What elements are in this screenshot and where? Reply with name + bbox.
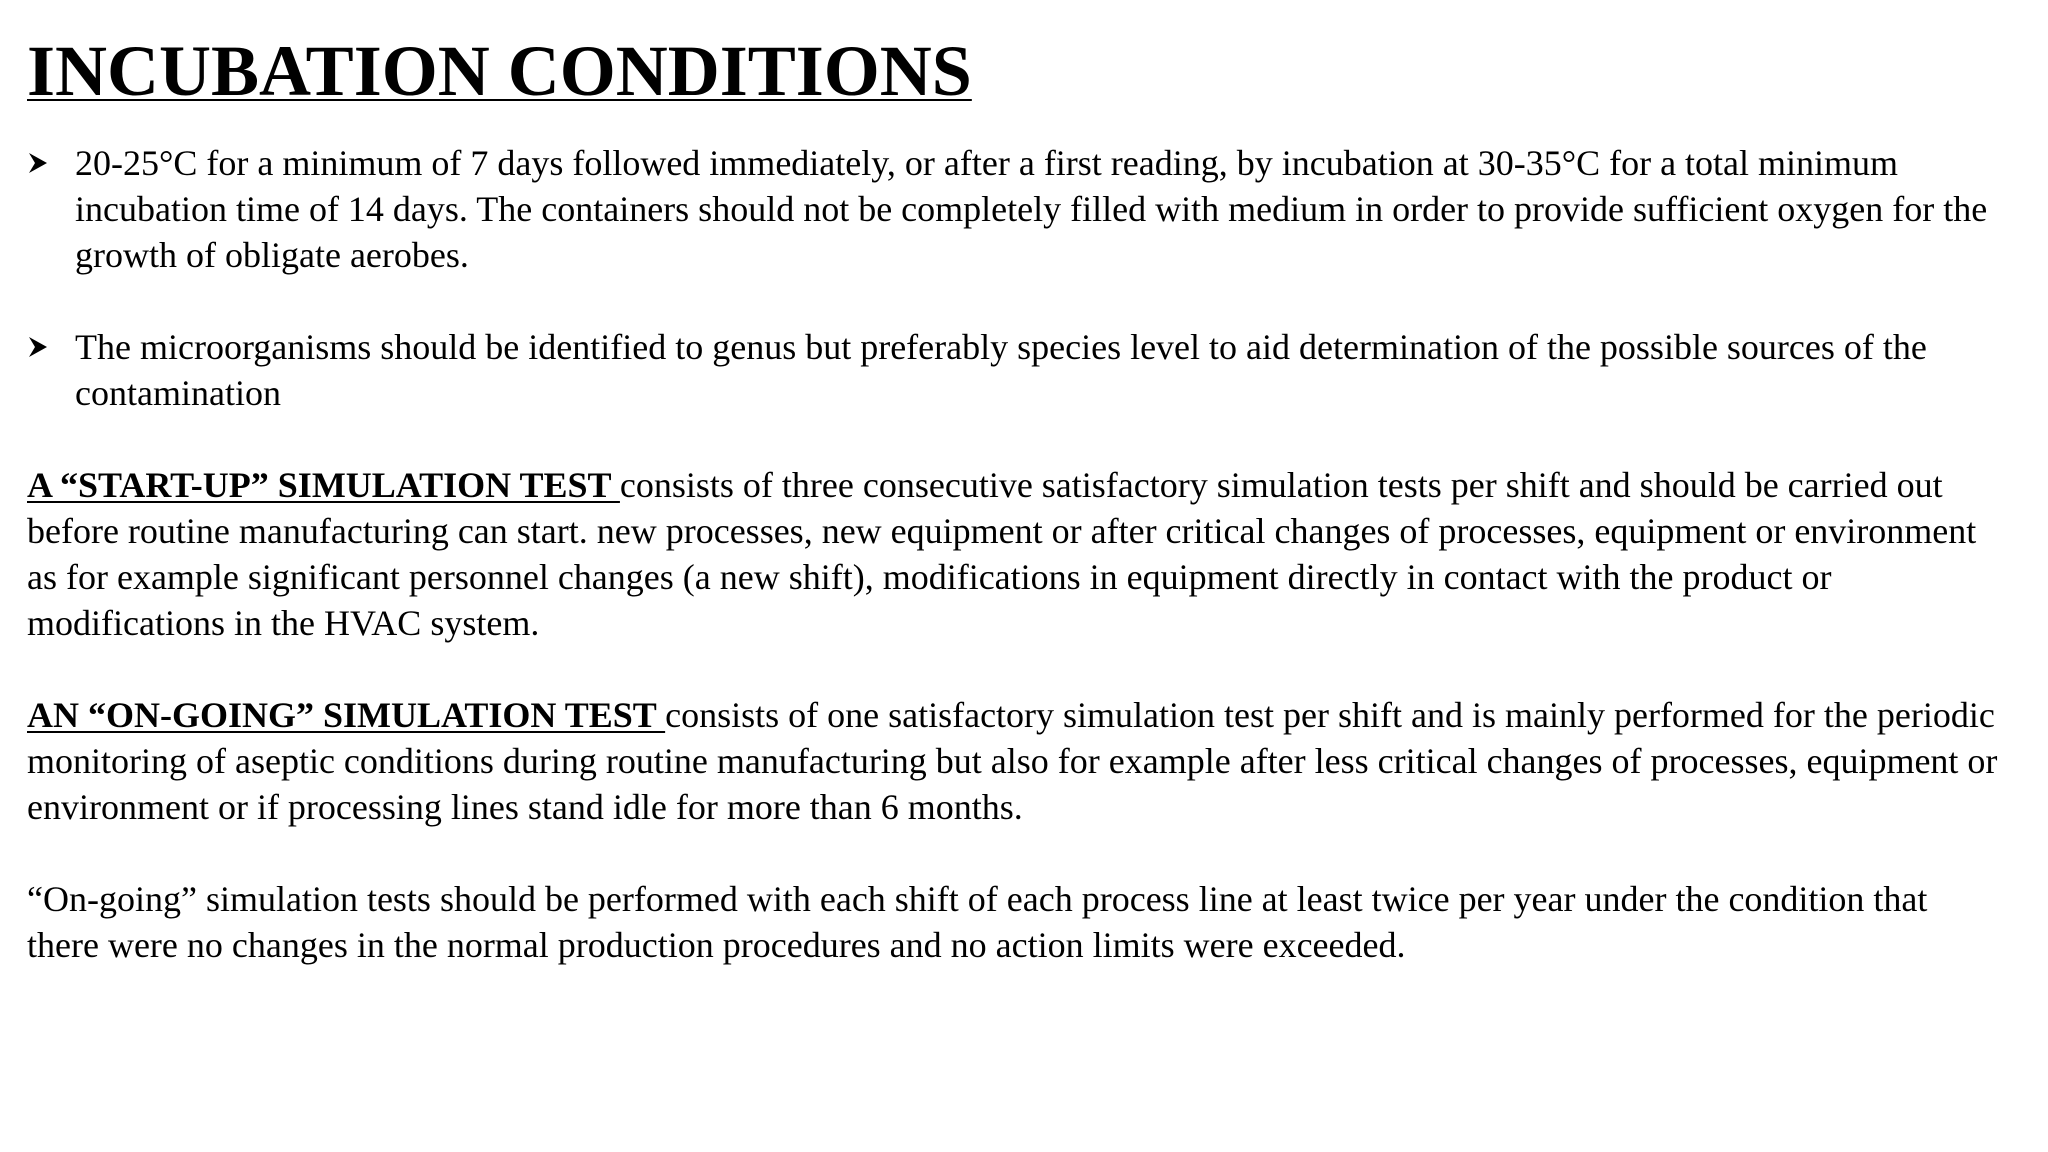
bullet-text: 20-25°C for a minimum of 7 days followed immediately, or after a first reading, by incubation at 30-35°C for a total minimum incubation time of 14 days. The containers should not be completely filled with medium in order to provide sufficient oxygen for the growth of obligate aerobes. [75,143,1988,275]
section-heading: INCUBATION CONDITIONS [27,31,972,111]
bullet-list [27,140,2002,416]
bullet-item [27,140,2002,278]
on-going-paragraph [27,692,2002,830]
frequency-paragraph [27,876,2002,968]
start-up-lead: A “START-UP” SIMULATION TEST [27,465,620,505]
arrow-right-bullet-icon [27,324,57,370]
on-going-lead: AN “ON-GOING” SIMULATION TEST [27,695,666,735]
bullet-text: The microorganisms should be identified to genus but preferably species level to aid determination of the possible sources of the contamination [75,327,1927,413]
slide-content [27,31,2002,1014]
bullet-item [27,324,2002,416]
arrow-right-bullet-icon [27,140,57,186]
start-up-text: consists of three consecutive satisfactory simulation tests per shift and should be carried out before routine manufacturing can start. new processes, new equipment or after critical changes of processes, equipment or environment as for example significant personnel changes (a new shift), modifications in equipment directly in contact with the product or modifications in the HVAC system. [27,465,1977,643]
frequency-text: “On-going” simulation tests should be performed with each shift of each process line at least twice per year under the condition that there were no changes in the normal production procedures and no action limits were exceeded. [27,879,1928,965]
start-up-paragraph [27,462,2002,646]
on-going-text: consists of one satisfactory simulation test per shift and is mainly performed for the periodic monitoring of aseptic conditions during routine manufacturing but also for example after less critical changes of processes, equipment or environment or if processing lines stand idle for more than 6 months. [27,695,1998,827]
